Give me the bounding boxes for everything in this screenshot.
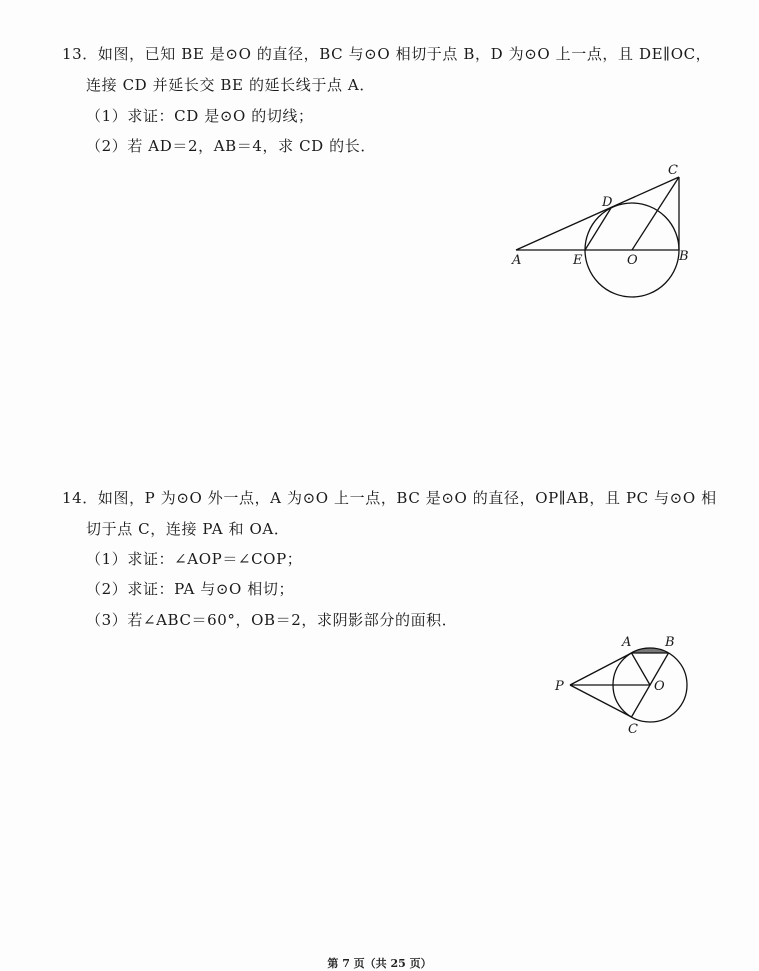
q14-figure (550, 630, 695, 740)
q13-figure (505, 158, 700, 303)
q14-statement-line1: 14．如图，P 为⊙O 外一点，A 为⊙O 上一点，BC 是⊙O 的直径，OP∥AB，且 PC 与⊙O 相 (62, 489, 717, 507)
q14-label-P: P (555, 679, 564, 694)
q13-label-O: O (627, 253, 638, 268)
q14-line-OA (632, 653, 651, 685)
q13-label-A: A (512, 253, 522, 268)
q13-label-C: C (668, 163, 678, 178)
q14-label-C: C (628, 722, 638, 737)
q13-label-D: D (602, 195, 613, 210)
q13-statement-line1: 13．如图，已知 BE 是⊙O 的直径，BC 与⊙O 相切于点 B，D 为⊙O 上一点，且 DE∥OC， (62, 45, 712, 63)
q14-label-A: A (622, 635, 632, 650)
q14-line-PA (570, 653, 632, 685)
q14-part3: （3）若∠ABC＝60°，OB＝2，求阴影部分的面积． (86, 611, 458, 629)
q13-statement-line2: 连接 CD 并延长交 BE 的延长线于点 A． (86, 76, 375, 94)
q14-part1: （1）求证：∠AOP＝∠COP； (86, 550, 303, 568)
q14-line-PC (570, 685, 632, 717)
q13-label-B: B (679, 249, 689, 264)
q13-line-DE (585, 208, 611, 250)
q14-label-B: B (665, 635, 675, 650)
q14-part2: （2）求证：PA 与⊙O 相切； (86, 580, 295, 598)
q13-label-E: E (573, 253, 583, 268)
q13-line-AC (516, 177, 679, 250)
q14-label-O: O (654, 679, 665, 694)
q13-part2: （2）若 AD＝2，AB＝4，求 CD 的长． (86, 137, 376, 155)
q13-part1: （1）求证：CD 是⊙O 的切线； (86, 107, 314, 125)
q14-statement-line2: 切于点 C，连接 PA 和 OA． (86, 520, 290, 538)
page-footer: 第 7 页（共 25 页） (327, 957, 432, 970)
